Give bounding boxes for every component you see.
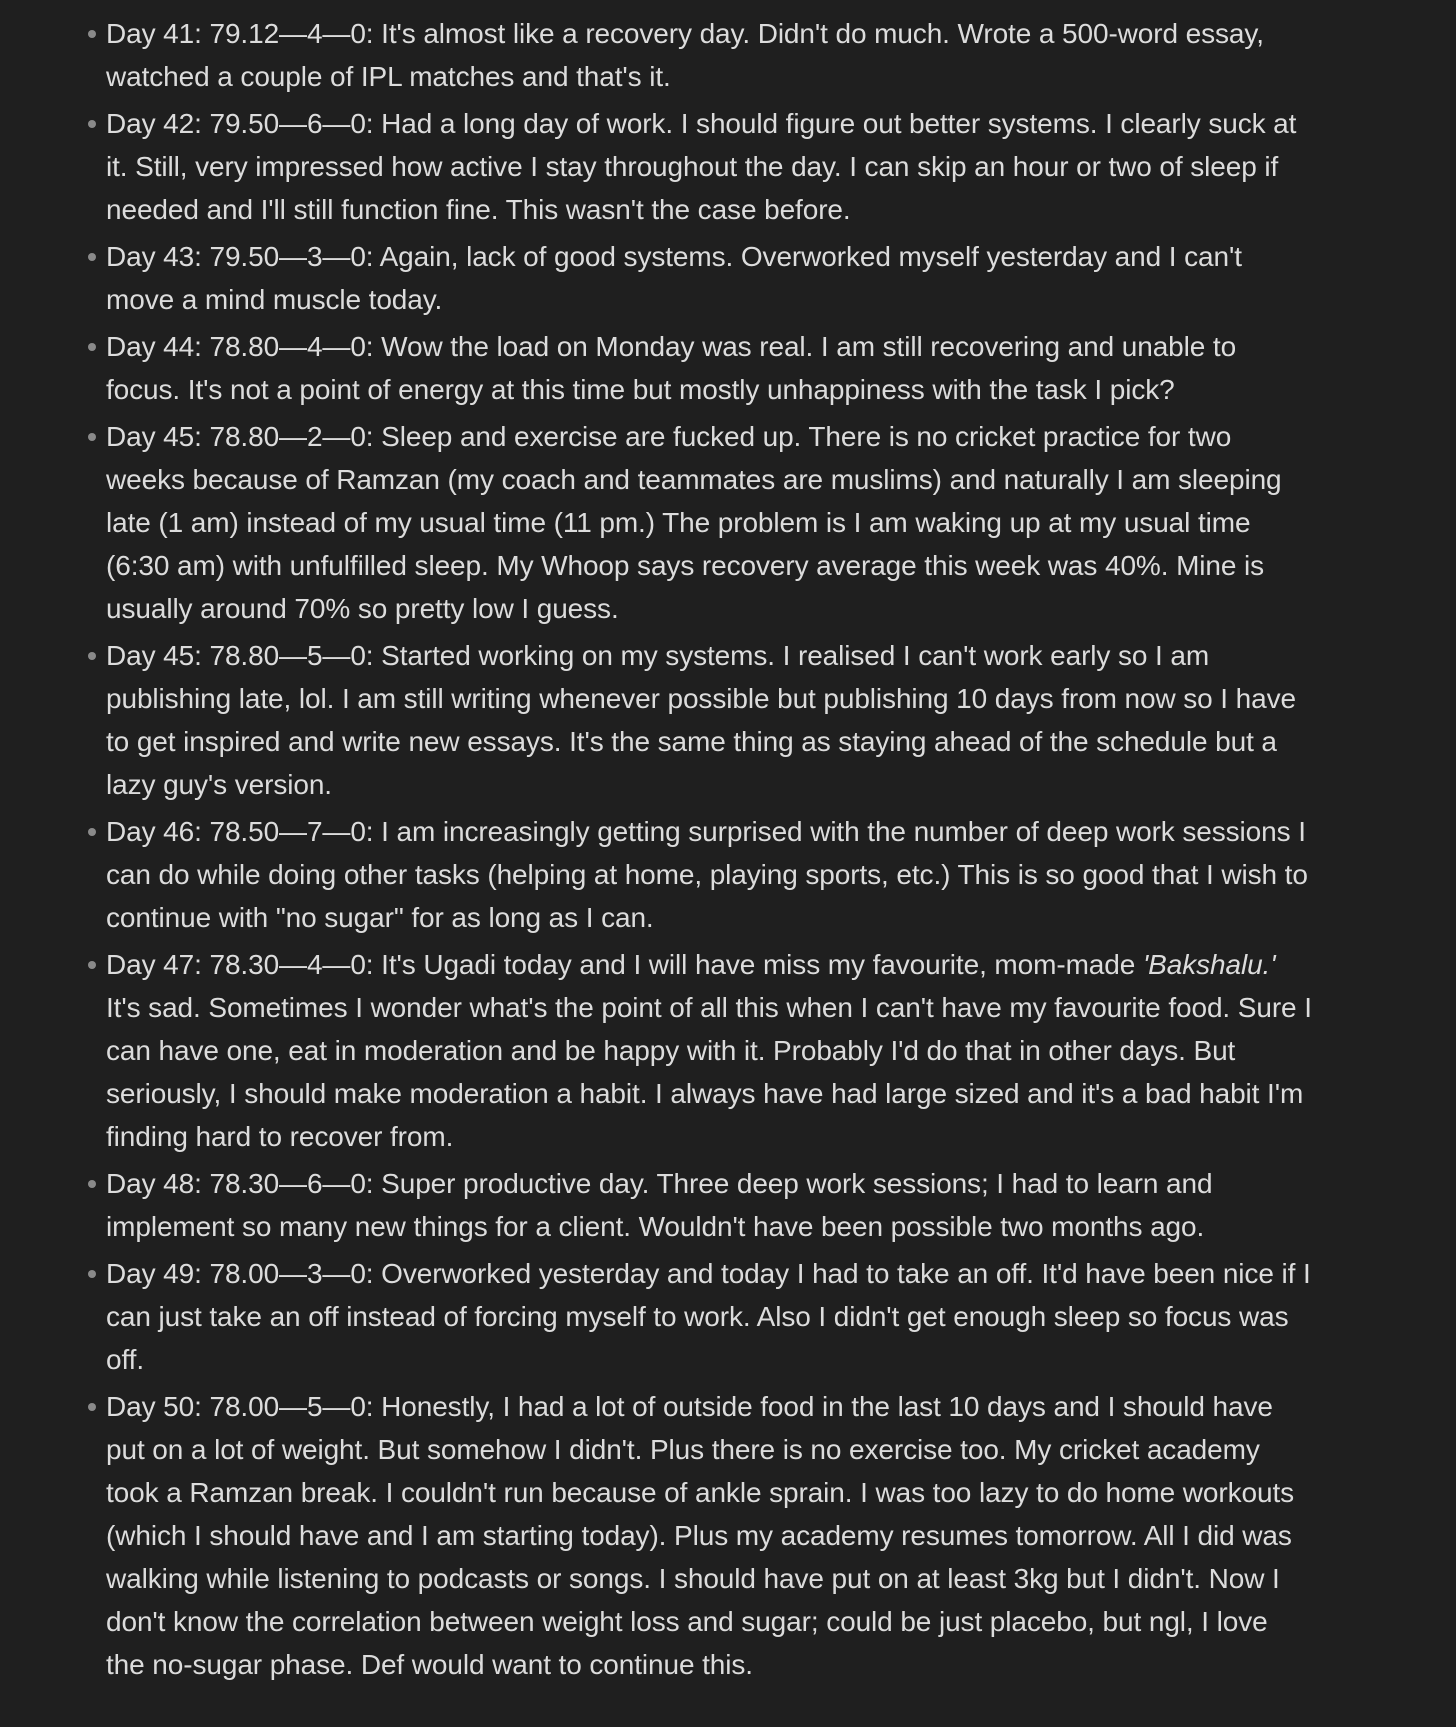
entry-text: Day 42: 79.50—6—0: Had a long day of work. I should figure out better systems. I clearly suck at it. Still, very impressed how active I stay throughout the day. I can skip an hour or two of sleep if needed and I'll still function fine. This wasn't the case before. — [106, 108, 1297, 225]
bullet-icon — [88, 120, 96, 128]
entry-text: Day 43: 79.50—3—0: Again, lack of good systems. Overworked myself yesterday and I can't move a mind muscle today. — [106, 241, 1242, 315]
list-item-day-47 — [0, 943, 1312, 1158]
entry-text: Day 49: 78.00—3—0: Overworked yesterday and today I had to take an off. It'd have been nice if I can just take an off instead of forcing myself to work. Also I didn't get enough sleep so focus was off. — [106, 1258, 1311, 1375]
list-item-day-42 — [0, 102, 1312, 231]
bullet-icon — [88, 30, 96, 38]
bullet-icon — [88, 1403, 96, 1411]
list-item-day-43 — [0, 235, 1312, 321]
bullet-icon — [88, 343, 96, 351]
entry-text: Day 48: 78.30—6—0: Super productive day. Three deep work sessions; I had to learn and implement so many new things for a client. Wouldn't have been possible two months ago. — [106, 1168, 1213, 1242]
list-item-day-46 — [0, 810, 1312, 939]
entry-text: Day 41: 79.12—4—0: It's almost like a recovery day. Didn't do much. Wrote a 500-word essay, watched a couple of IPL matches and that's it. — [106, 18, 1264, 92]
bullet-icon — [88, 828, 96, 836]
list-item-day-50 — [0, 1385, 1312, 1686]
list-item-day-45-a — [0, 415, 1312, 630]
entry-text-start: Day 47: 78.30—4—0: It's Ugadi today and I will have miss my favourite, mom-made — [106, 949, 1143, 980]
entry-text: Day 45: 78.80—2—0: Sleep and exercise are fucked up. There is no cricket practice for two weeks because of Ramzan (my coach and teammates are muslims) and naturally I am sleeping late (1 am) instead of my usual time (11 pm.) The problem is I am waking up at my usual time (6:30 am) with unfulfilled sleep. My Whoop says recovery average this week was 40%. Mine is usually around 70% so pretty low I guess. — [106, 421, 1282, 624]
entry-text-end: It's sad. Sometimes I wonder what's the point of all this when I can't have my favourite food. Sure I can have one, eat in moderation and be happy with it. Probably I'd do that in other days. But seriously, I should make moderation a habit. I always have had large sized and it's a bad habit I'm finding hard to recover from. — [106, 992, 1312, 1152]
bullet-icon — [88, 253, 96, 261]
entry-text: Day 46: 78.50—7—0: I am increasingly getting surprised with the number of deep work sessions I can do while doing other tasks (helping at home, playing sports, etc.) This is so good that I wish to continue with "no sugar" for as long as I can. — [106, 816, 1308, 933]
list-item-day-41 — [0, 12, 1312, 98]
entry-text-italic: 'Bakshalu.' — [1142, 949, 1276, 980]
bullet-icon — [88, 961, 96, 969]
bullet-icon — [88, 652, 96, 660]
bullet-icon — [88, 1270, 96, 1278]
journal-entry-list — [0, 12, 1456, 1690]
list-item-day-44 — [0, 325, 1312, 411]
bullet-icon — [88, 433, 96, 441]
bullet-icon — [88, 1180, 96, 1188]
previous-content-fragment — [104, 0, 122, 2]
entry-text: Day 44: 78.80—4—0: Wow the load on Monday was real. I am still recovering and unable to focus. It's not a point of energy at this time but mostly unhappiness with the task I pick? — [106, 331, 1237, 405]
entry-text: Day 45: 78.80—5—0: Started working on my systems. I realised I can't work early so I am publishing late, lol. I am still writing whenever possible but publishing 10 days from now so I have to get inspired and write new essays. It's the same thing as staying ahead of the schedule but a lazy guy's version. — [106, 640, 1296, 800]
list-item-day-48 — [0, 1162, 1312, 1248]
list-item-day-45-b — [0, 634, 1312, 806]
entry-text: Day 50: 78.00—5—0: Honestly, I had a lot of outside food in the last 10 days and I should have put on a lot of weight. But somehow I didn't. Plus there is no exercise too. My cricket academy took a Ramzan break. I couldn't run because of ankle sprain. I was too lazy to do home workouts (which I should have and I am starting today). Plus my academy resumes tomorrow. All I did was walking while listening to podcasts or songs. I should have put on at least 3kg but I didn't. Now I don't know the correlation between weight loss and sugar; could be just placebo, but ngl, I love the no-sugar phase. Def would want to continue this. — [106, 1391, 1295, 1680]
list-item-day-49 — [0, 1252, 1312, 1381]
